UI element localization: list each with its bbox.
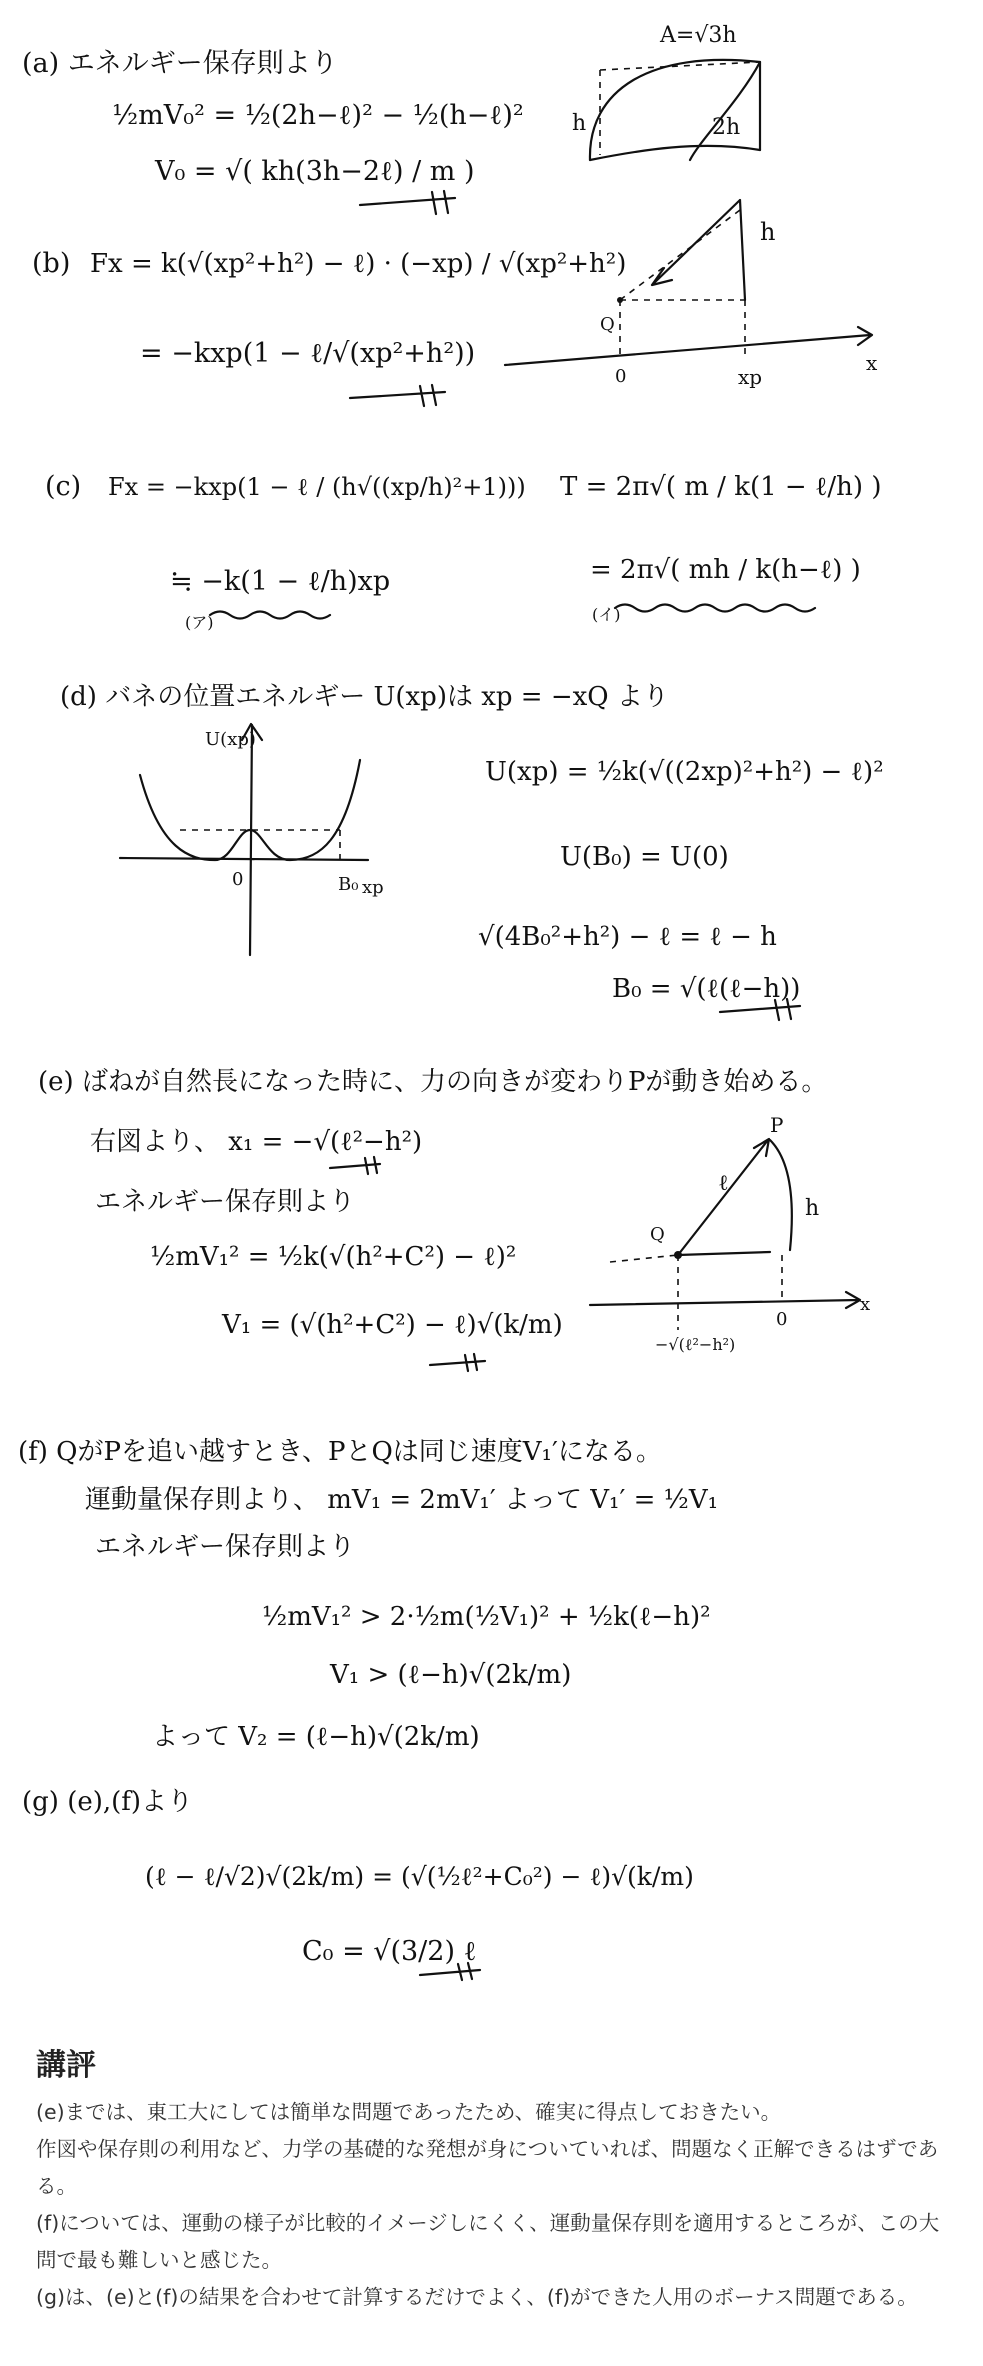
b-answer-mark <box>350 385 445 406</box>
d-heading: (d) バネの位置エネルギー U(xp)は xp = −xQ より <box>60 682 669 712</box>
f-eq1: ½mV₁² > 2·½m(½V₁)² + ½k(ℓ−h)² <box>262 1602 711 1632</box>
b-fig-origin: 0 <box>615 366 627 387</box>
e-fig-x-axis <box>590 1292 860 1308</box>
a-heading: (a) エネルギー保存則より <box>22 48 338 79</box>
b-heading: (b) <box>32 248 71 279</box>
e-answer-mark <box>430 1354 485 1371</box>
d-graph-origin: 0 <box>232 869 244 890</box>
d-eq1: U(xp) = ½k(√((2xp)²+h²) − ℓ)² <box>485 757 884 787</box>
e-fig-q: Q <box>650 1224 665 1245</box>
d-graph-x-axis <box>120 858 368 860</box>
b-fig-arrow <box>652 200 745 300</box>
e-eq1: ½mV₁² = ½k(√(h²+C²) − ℓ)² <box>150 1242 517 1272</box>
c-eq1: Fx = −kxp(1 − ℓ / (h√((xp/h)²+1))) <box>108 473 526 501</box>
f-line3: エネルギー保存則より <box>95 1532 356 1562</box>
a-figure <box>572 23 760 160</box>
e-fig-point-q <box>674 1251 682 1259</box>
f-eq3: よって V₂ = (ℓ−h)√(2k/m) <box>152 1722 480 1752</box>
e-fig-p: P <box>770 1113 784 1137</box>
a-fig-label-side: h <box>572 111 587 136</box>
section-b <box>32 200 878 406</box>
b-figure <box>505 200 878 389</box>
section-c <box>45 471 881 632</box>
g-eq1: (ℓ − ℓ/√2)√(2k/m) = (√(½ℓ²+C₀²) − ℓ)√(k/m) <box>145 1862 694 1891</box>
f-eq2: V₁ > (ℓ−h)√(2k/m) <box>330 1660 572 1690</box>
c-wavy-i <box>615 605 815 612</box>
c-mark-i: (イ) <box>592 605 621 624</box>
g-heading: (g) (e),(f)より <box>22 1787 194 1817</box>
a-fig-arc-top <box>590 60 760 160</box>
review-title: 講評 <box>36 2048 96 2083</box>
e-x1-mark <box>330 1157 380 1174</box>
review-paragraph-2: 作図や保存則の利用など、力学の基礎的な発想が身についていれば、問題なく正解できるはずである。 <box>36 2137 939 2198</box>
b-fig-h: h <box>760 218 776 246</box>
d-graph-y-axis <box>242 724 262 955</box>
c-eq2: ≒ −k(1 − ℓ/h)xp <box>170 566 391 597</box>
section-f <box>18 1437 718 1752</box>
review-section <box>36 2040 956 2316</box>
e-fig-x1: −√(ℓ²−h²) <box>655 1335 736 1354</box>
e-line1: (e) ばねが自然長になった時に、力の向きが変わりPが動き始める。 <box>38 1067 828 1097</box>
a-fig-label-bottom: 2h <box>712 115 741 140</box>
e-fig-sides <box>678 1140 792 1255</box>
e-fig-h: h <box>805 1196 820 1221</box>
d-graph <box>120 724 384 955</box>
b-fig-dashes <box>620 210 745 360</box>
e-eq2: V₁ = (√(h²+C²) − ℓ)√(k/m) <box>222 1310 563 1340</box>
a-eq2: V₀ = √( kh(3h−2ℓ) / m ) <box>155 156 475 187</box>
a-answer-mark <box>360 191 455 214</box>
e-fig-l: ℓ <box>718 1171 729 1196</box>
section-g <box>22 1787 694 1980</box>
e-line2: 右図より、 x₁ = −√(ℓ²−h²) <box>90 1127 423 1157</box>
b-eq2: = −kxp(1 − ℓ/√(xp²+h²)) <box>140 338 476 369</box>
review-paragraph-3: (f)については、運動の様子が比較的イメージしにくく、運動量保存則を適用するところが、この大問で最も難しいと感じた。 <box>36 2211 940 2272</box>
b-fig-xp: xp <box>738 365 763 389</box>
section-d <box>60 682 884 1020</box>
c-eq4: = 2π√( mh / k(h−ℓ) ) <box>590 555 861 585</box>
d-eq3: √(4B₀²+h²) − ℓ = ℓ − h <box>478 922 777 952</box>
e-line3: エネルギー保存則より <box>95 1187 356 1217</box>
f-line1: (f) QがPを追い越すとき、PとQは同じ速度V₁′になる。 <box>18 1437 662 1467</box>
c-heading: (c) <box>45 471 82 502</box>
d-graph-x-label: xp <box>362 877 384 898</box>
d-eq2: U(B₀) = U(0) <box>560 842 729 872</box>
e-fig-dashes <box>610 1255 782 1330</box>
d-graph-y-label: U(xp) <box>205 729 256 750</box>
b-fig-q: Q <box>600 314 615 335</box>
section-a <box>22 23 760 214</box>
c-wavy-a <box>210 612 330 619</box>
e-figure <box>590 1113 870 1354</box>
e-fig-origin: 0 <box>776 1309 788 1330</box>
d-eq4: B₀ = √(ℓ(ℓ−h)) <box>612 974 801 1004</box>
b-fig-x-axis <box>505 327 872 365</box>
f-line2: 運動量保存則より、 mV₁ = 2mV₁′ よって V₁′ = ½V₁ <box>85 1485 719 1515</box>
e-fig-arrow-l <box>678 1139 769 1255</box>
a-fig-arc-bottom <box>590 146 760 160</box>
review-paragraph-4: (g)は、(e)と(f)の結果を合わせて計算するだけでよく、(f)ができた人用のボーナス問題である。 <box>36 2285 918 2309</box>
d-graph-dash <box>180 830 340 860</box>
b-fig-point-q <box>617 297 623 303</box>
c-eq3: T = 2π√( m / k(1 − ℓ/h) ) <box>560 472 882 502</box>
a-fig-label-top: A=√3h <box>660 23 737 48</box>
section-e <box>38 1067 870 1371</box>
a-fig-dashes <box>600 62 760 155</box>
c-mark-a: (ア) <box>185 613 214 632</box>
b-fig-x: x <box>866 351 878 375</box>
a-eq1: ½mV₀² = ½(2h−ℓ)² − ½(h−ℓ)² <box>112 100 524 131</box>
e-fig-x: x <box>860 1294 871 1315</box>
d-graph-b0: B₀ <box>338 874 359 895</box>
review-paragraph-1: (e)までは、東工大にしては簡単な問題であったため、確実に得点しておきたい。 <box>36 2100 782 2124</box>
g-eq2: C₀ = √(3/2) ℓ <box>302 1936 477 1967</box>
b-eq1: Fx = k(√(xp²+h²) − ℓ) · (−xp) / √(xp²+h²) <box>90 249 627 279</box>
